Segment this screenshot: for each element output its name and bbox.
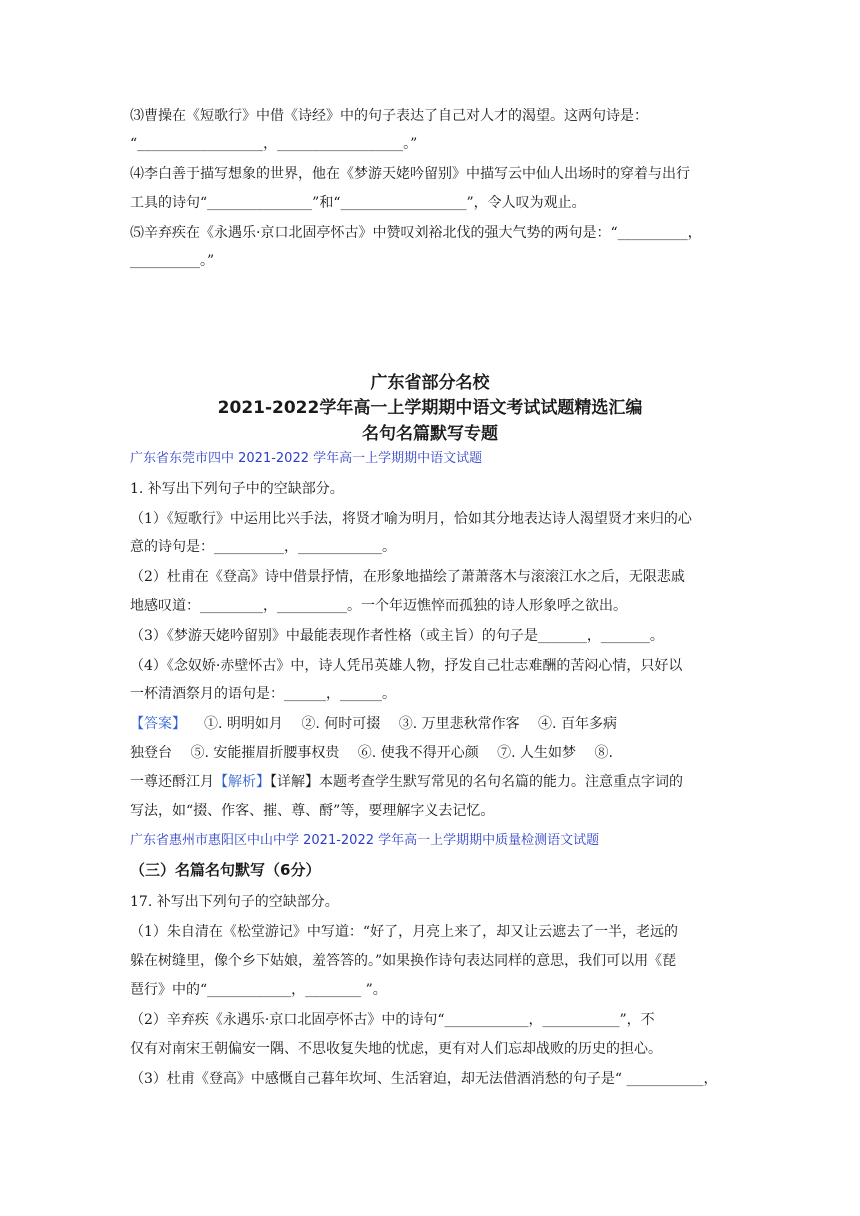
answer-text-3a: 一尊还酹江月 — [130, 774, 214, 790]
q17-part2-line1: （2）辛弃疾《永遇乐·京口北固亭怀古》中的诗句“____________，___________”，不 — [130, 1012, 655, 1028]
q17-part1-line1: （1）朱自清在《松堂游记》中写道：“好了，月亮上来了，却又让云遮去了一半，老远的 — [130, 924, 679, 940]
heading-line-1: 广东省部分名校 — [370, 373, 490, 393]
heading-line-2: 2021-2022学年高一上学期期中语文考试试题精选汇编 — [217, 398, 643, 418]
q17-part1-line2: 躲在树缝里，像个乡下姑娘，羞答答的。”如果换作诗句表达同样的意思，我们可以用《琵 — [130, 953, 677, 969]
analysis-tag: 【解析】 — [214, 774, 270, 790]
q17-part2-line2: 仅有对南宋王朝偏安一隅、不思收复失地的忧虑，更有对人们忘却战败的历史的担心。 — [130, 1041, 662, 1057]
answer-line-3 — [130, 772, 740, 792]
question-17-intro: 17. 补写出下列句子的空缺部分。 — [130, 894, 339, 910]
question-3-blanks: “__________________，__________________。” — [130, 136, 418, 152]
q1-part2-line1: （2）杜甫在《登高》诗中借景抒情，在形象地描绘了萧萧落木与滚滚江水之后，无限悲戚 — [130, 569, 685, 585]
question-1-intro: 1. 补写出下列句子中的空缺部分。 — [130, 481, 344, 497]
answer-line-1 — [130, 714, 740, 734]
q1-part2-line2: 地感叹道：_________，__________。一个年迈憔悴而孤独的诗人形象呼之欲出。 — [130, 598, 627, 614]
heading-line-3: 名句名篇默写专题 — [362, 424, 498, 444]
q17-part1-line3: 琶行》中的“____________，________ ”。 — [130, 982, 387, 998]
question-5-blanks: __________。” — [130, 253, 215, 269]
section-header: （三）名篇名句默写（6分） — [130, 861, 321, 879]
question-4-blanks: 工具的诗句“_______________”和“__________________”，令人叹为观止。 — [130, 195, 586, 211]
source-label-2: 广东省惠州市惠阳区中山中学 2021-2022 学年高一上学期期中质量检测语文试题 — [130, 833, 600, 848]
detail-tag: 【详解】 — [270, 774, 319, 790]
answer-text-1: ①. 明明如月 ②. 何时可掇 ③. 万里悲秋常作客 ④. 百年多病 — [204, 716, 617, 732]
q1-part4-line1: （4）《念奴娇·赤壁怀古》中，诗人凭吊英雄人物，抒发自己壮志难酬的苦闷心情，只好以 — [130, 658, 683, 674]
q1-part1-line2: 意的诗句是：__________，____________。 — [130, 539, 396, 555]
q1-part3: （3）《梦游天姥吟留别》中最能表现作者性格（或主旨）的句子是_______，_______。 — [130, 628, 664, 644]
question-3-text: ⑶曹操在《短歌行》中借《诗经》中的句子表达了自己对人才的渴望。这两句诗是： — [130, 108, 648, 124]
question-4-text: ⑷李白善于描写想象的世界，他在《梦游天姥吟留别》中描写云中仙人出场时的穿着与出行 — [130, 166, 690, 182]
question-5-text: ⑸辛弃疾在《永遇乐·京口北固亭怀古》中赞叹刘裕北伐的强大气势的两句是：“__________， — [130, 225, 702, 241]
answer-text-3b: 本题考查学生默写常见的名句名篇的能力。注意重点字词的 — [319, 774, 683, 790]
q1-part1-line1: （1）《短歌行》中运用比兴手法，将贤才喻为明月，恰如其分地表达诗人渴望贤才来归的心 — [130, 511, 692, 527]
q1-part4-line2: 一杯清酒祭月的语句是：______，______。 — [130, 686, 396, 702]
answer-line-2: 独登台 ⑤. 安能摧眉折腰事权贵 ⑥. 使我不得开心颜 ⑦. 人生如梦 ⑧. — [130, 745, 613, 761]
q17-part3-line1: （3）杜甫《登高》中感慨自己暮年坎坷、生活窘迫，却无法借酒消愁的句子是“ ___________， — [130, 1071, 718, 1087]
answer-line-4: 写法，如“掇、作客、摧、尊、酹”等，要理解字义去记忆。 — [130, 803, 495, 819]
source-label-1: 广东省东莞市四中 2021-2022 学年高一上学期期中语文试题 — [130, 451, 483, 466]
answer-tag: 【答案】 — [130, 716, 186, 732]
